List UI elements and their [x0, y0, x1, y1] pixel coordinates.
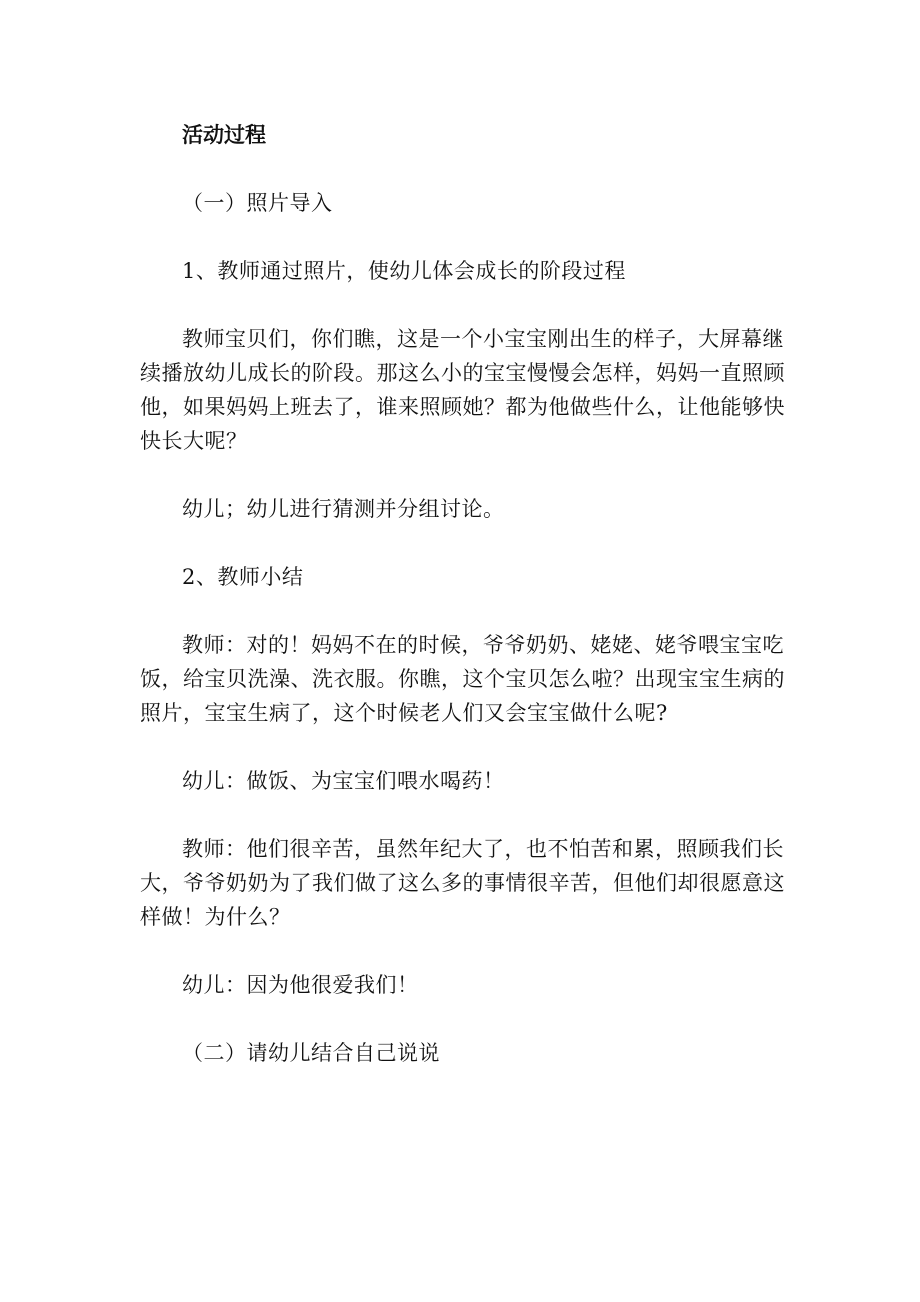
paragraph-teacher-3: 教师：他们很辛苦，虽然年纪大了，也不怕苦和累，照顾我们长大，爷爷奶奶为了我们做了这么多的事情很辛苦，但他们却很愿意这样做！为什么？ — [140, 837, 785, 929]
paragraph-child-3: 幼儿：因为他很爱我们！ — [182, 973, 419, 997]
paragraph-teacher-2: 教师：对的！妈妈不在的时候，爷爷奶奶、姥姥、姥爷喂宝宝吃饭，给宝贝洗澡、洗衣服。你瞧，这个宝贝怎么啦？出现宝宝生病的照片，宝宝生病了，这个时候老人们又会宝宝做什么呢? — [140, 633, 785, 725]
paragraph-step-1: 1、教师通过照片，使幼儿体会成长的阶段过程 — [182, 259, 626, 283]
paragraph-section-2: （二）请幼儿结合自己说说 — [182, 1041, 440, 1065]
paragraph-child-1: 幼儿；幼儿进行猜测并分组讨论。 — [182, 497, 505, 521]
paragraph-teacher-1: 教师宝贝们，你们瞧，这是一个小宝宝刚出生的样子，大屏幕继续播放幼儿成长的阶段。那这么小的宝宝慢慢会怎样，妈妈一直照顾他，如果妈妈上班去了，谁来照顾她？都为他做些什么，让他能够快快长大呢？ — [140, 327, 785, 453]
paragraph-photo-intro: （一）照片导入 — [182, 191, 333, 215]
paragraph-step-2: 2、教师小结 — [182, 565, 304, 589]
document-body — [140, 118, 785, 1070]
section-heading: 活动过程 — [182, 123, 266, 147]
paragraph-child-2: 幼儿：做饭、为宝宝们喂水喝药！ — [182, 769, 505, 793]
